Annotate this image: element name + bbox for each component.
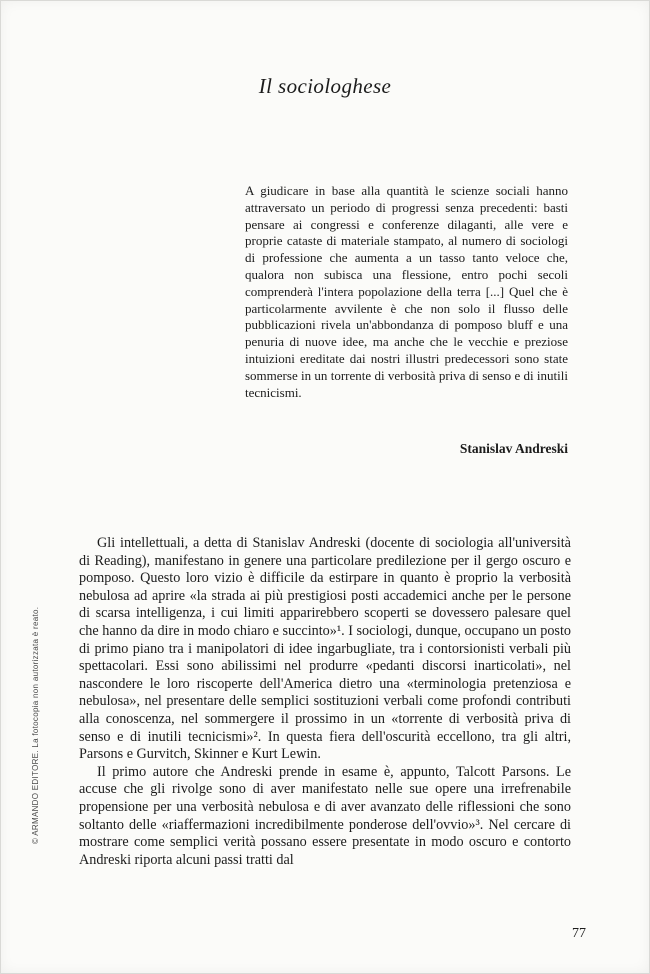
body-paragraph: Il primo autore che Andreski prende in esame è, appunto, Talcott Parsons. Le accuse che gli rivolge sono di aver manifestato nelle sue opere una irrefrenabile propensione per una verbosità nebulosa e di aver avanzato delle riflessioni che sono soltanto delle «riaffermazioni incredibilmente ponderose dell'ovvio»³. Nel cercare di mostrare come semplici verità possano essere presentate in modo oscuro e contorto Andreski riporta alcuni passi tratti dal <box>79 763 571 868</box>
body-paragraph: Gli intellettuali, a detta di Stanislav Andreski (docente di sociologia all'università di Reading), manifestano in genere una particolare predilezione per il gergo oscuro e pomposo. Questo loro vizio è difficile da estirpare in quanto è proprio la verbosità nebulosa ad aprire «la strada ai più prestigiosi posti accademici anche per le persone di scarsa intelligenza, i cui limiti apparirebbero scoperti se dovessero palesare quel che hanno da dire in modo chiaro e succinto»¹. I sociologi, dunque, occupano un posto di primo piano tra i manipolatori di idee ingarbugliate, tra i contorsionisti verbali più spettacolari. Essi sono abilissimi nel produrre «pedanti discorsi inarticolati», nel nascondere le loro riscoperte dell'America dietro una «terminologia pretenziosa e nebulosa», nel presentare delle semplici sostituzioni verbali come profondi contributi alla conoscenza, nel sommergere il prossimo in un «torrente di verbosità priva di senso e di inutili tecnicismi»². In questa fiera dell'oscurità eccellono, tra gli altri, Parsons e Gurvitch, Skinner e Kurt Lewin. <box>79 535 571 763</box>
body-text <box>79 535 571 869</box>
copyright-sidenote: © ARMANDO EDITORE. La fotocopia non autorizzata è reato. <box>31 606 40 844</box>
epigraph-quote: A giudicare in base alla quantità le scienze sociali hanno attraversato un periodo di progressi senza precedenti: basti pensare ai congressi e conferenze dilaganti, alle vere e proprie cataste di materiale stampato, al numero di sociologi di professione che aumenta a un tasso tanto veloce che, qualora non subisca una flessione, entro pochi secoli comprenderà l'intera popolazione della terra [...] Quel che è particolarmente avvilente è che non solo il flusso delle pubblicazioni rivela un'abbondanza di pomposo bluff e una penuria di nuove idee, ma anche che le vecchie e preziose intuizioni ereditate dai nostri illustri predecessori sono state sommerse in un torrente di verbosità priva di senso e di inutili tecnicismi. <box>245 183 568 400</box>
quote-attribution: Stanislav Andreski <box>459 441 568 456</box>
page-number: 77 <box>572 926 586 941</box>
chapter-title: Il sociologhese <box>258 74 392 98</box>
